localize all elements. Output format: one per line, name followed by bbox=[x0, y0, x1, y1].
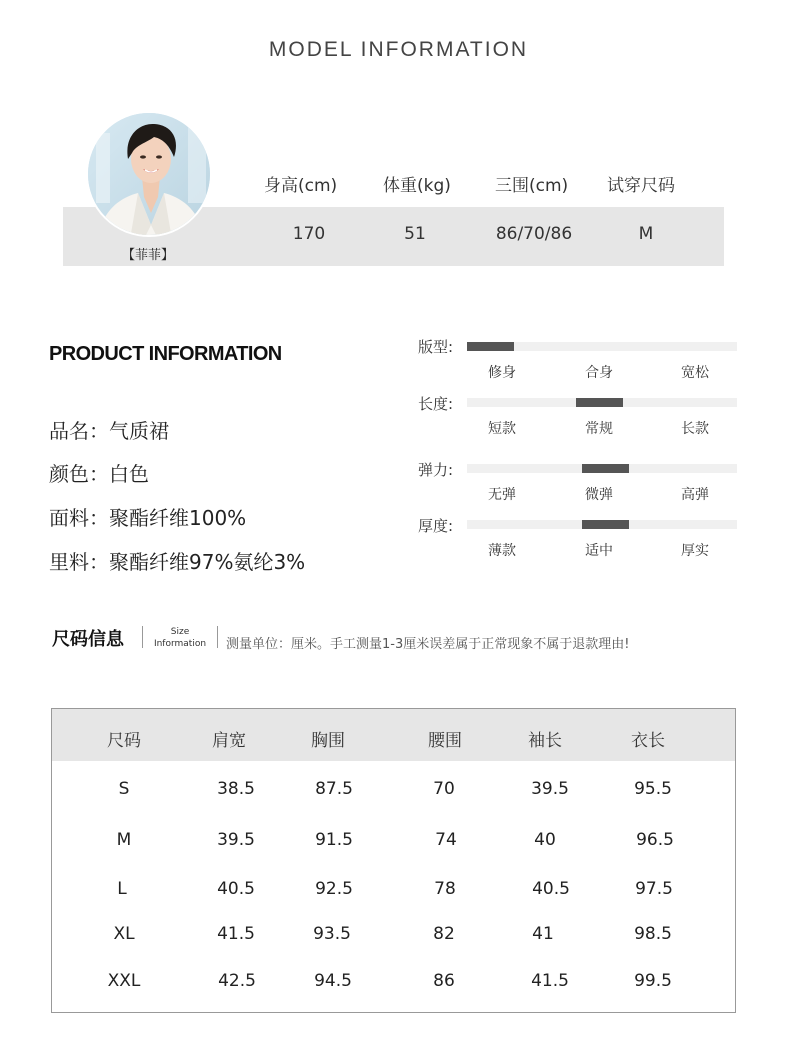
table-cell: M bbox=[116, 830, 132, 850]
size-subtitle bbox=[146, 626, 214, 650]
table-cell: S bbox=[118, 779, 130, 799]
model-name: 【菲菲】 bbox=[121, 248, 174, 263]
table-cell: 95.5 bbox=[634, 779, 672, 799]
size-title-divider bbox=[142, 626, 143, 648]
product-section-title: PRODUCT INFORMATION bbox=[49, 343, 282, 365]
thickness-option-thin: 薄款 bbox=[488, 543, 516, 559]
fit-option-loose: 宽松 bbox=[681, 365, 709, 381]
length-option-regular: 常规 bbox=[585, 421, 613, 437]
thickness-option-thick: 厚实 bbox=[681, 543, 709, 559]
header-measurements: 三围(cm) bbox=[495, 176, 569, 196]
table-cell: 40 bbox=[534, 830, 556, 850]
value-height: 170 bbox=[292, 224, 326, 244]
table-cell: 92.5 bbox=[315, 879, 353, 899]
table-cell: 38.5 bbox=[217, 779, 255, 799]
value-trial-size: M bbox=[638, 224, 654, 244]
table-cell: 93.5 bbox=[313, 924, 351, 944]
size-section-title: 尺码信息 bbox=[52, 629, 124, 650]
table-cell: 74 bbox=[435, 830, 457, 850]
table-cell: 82 bbox=[433, 924, 455, 944]
table-cell: 40.5 bbox=[217, 879, 255, 899]
table-cell: XL bbox=[113, 924, 135, 944]
length-label: 长度: bbox=[418, 395, 454, 413]
product-color: 颜色：白色 bbox=[49, 462, 149, 486]
product-name: 品名：气质裙 bbox=[49, 419, 169, 443]
header-weight: 体重(kg) bbox=[383, 176, 451, 196]
table-cell: 96.5 bbox=[636, 830, 674, 850]
fit-option-regular: 合身 bbox=[585, 365, 613, 381]
table-cell: 78 bbox=[434, 879, 456, 899]
col-header-waist: 腰围 bbox=[428, 731, 462, 751]
length-option-long: 长款 bbox=[681, 421, 709, 437]
product-lining: 里料：聚酯纤维97%氨纶3% bbox=[49, 550, 306, 574]
table-cell: 39.5 bbox=[531, 779, 569, 799]
table-cell: 99.5 bbox=[634, 971, 672, 991]
col-header-shoulder: 肩宽 bbox=[212, 731, 246, 751]
fit-label: 版型: bbox=[418, 338, 454, 356]
model-avatar bbox=[86, 111, 212, 237]
elasticity-option-none: 无弹 bbox=[488, 487, 516, 503]
col-header-bust: 胸围 bbox=[311, 731, 345, 751]
length-option-short: 短款 bbox=[488, 421, 516, 437]
col-header-length: 衣长 bbox=[631, 731, 665, 751]
col-header-sleeve: 袖长 bbox=[528, 731, 562, 751]
table-cell: 94.5 bbox=[314, 971, 352, 991]
elasticity-option-high: 高弹 bbox=[681, 487, 709, 503]
product-fabric: 面料：聚酯纤维100% bbox=[49, 506, 247, 530]
size-note-divider bbox=[217, 626, 218, 648]
table-cell: 39.5 bbox=[217, 830, 255, 850]
table-cell: 41.5 bbox=[531, 971, 569, 991]
table-cell: 41.5 bbox=[217, 924, 255, 944]
table-cell: 70 bbox=[433, 779, 455, 799]
elasticity-scale-marker bbox=[582, 464, 629, 473]
model-photo-icon bbox=[88, 113, 212, 237]
table-cell: 40.5 bbox=[532, 879, 570, 899]
thickness-option-medium: 适中 bbox=[585, 543, 613, 559]
measurement-note: 测量单位：厘米。手工测量1-3厘米误差属于正常现象不属于退款理由! bbox=[226, 637, 630, 652]
col-header-size: 尺码 bbox=[107, 731, 141, 751]
table-cell: 97.5 bbox=[635, 879, 673, 899]
header-trial-size: 试穿尺码 bbox=[607, 176, 675, 196]
length-scale-marker bbox=[576, 398, 623, 407]
value-measurements: 86/70/86 bbox=[495, 224, 573, 244]
table-cell: 41 bbox=[532, 924, 554, 944]
table-cell: 87.5 bbox=[315, 779, 353, 799]
table-cell: 86 bbox=[433, 971, 455, 991]
thickness-label: 厚度: bbox=[418, 517, 454, 535]
table-cell: 98.5 bbox=[634, 924, 672, 944]
table-cell: XXL bbox=[107, 971, 141, 991]
fit-scale-marker bbox=[467, 342, 514, 351]
table-cell: L bbox=[117, 879, 127, 899]
elasticity-label: 弹力: bbox=[418, 461, 454, 479]
size-subtitle-line1: Size bbox=[170, 627, 190, 637]
table-cell: 42.5 bbox=[218, 971, 256, 991]
fit-option-slim: 修身 bbox=[488, 365, 516, 381]
size-subtitle-line2: Information bbox=[153, 639, 207, 649]
table-cell: 91.5 bbox=[315, 830, 353, 850]
header-height: 身高(cm) bbox=[264, 176, 338, 196]
elasticity-option-slight: 微弹 bbox=[585, 487, 613, 503]
thickness-scale-marker bbox=[582, 520, 629, 529]
model-section-title: MODEL INFORMATION bbox=[268, 38, 529, 61]
value-weight: 51 bbox=[404, 224, 426, 244]
